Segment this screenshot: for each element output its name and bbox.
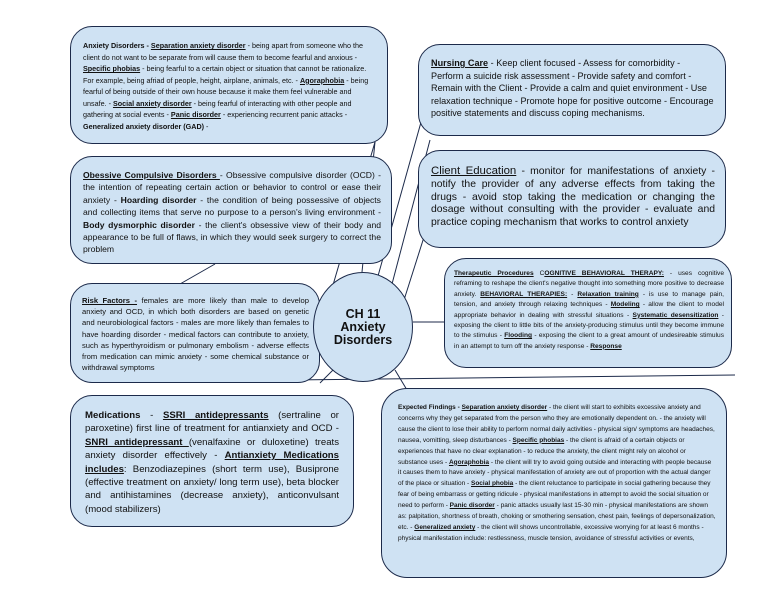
expected-findings-heading: Expected Findings -: [398, 404, 462, 411]
findings-agoraphobia-term: Agoraphobia: [448, 458, 490, 466]
central-topic-line-1: CH 11: [345, 306, 381, 321]
findings-panic-disorder-term: Panic disorder: [449, 502, 495, 510]
therapeutic-procedures-box: [444, 258, 732, 368]
relaxation-training-term: Relaxation training: [577, 290, 639, 298]
anxiety-text-1: - being apart from someone who the client do not want to be separate from will cause them to become fearful and anxious -: [83, 41, 364, 62]
findings-separation-term: Separation anxiety disorder: [461, 404, 548, 411]
connector-ocd: [180, 264, 215, 284]
findings-specific-phobias-term: Specific phobias: [512, 436, 565, 444]
antianxiety-meds-term: Antianxiety Medications includes: [85, 450, 339, 475]
ssri-term: SSRI antidepressants: [162, 410, 269, 421]
central-topic-node: [313, 272, 413, 382]
client-education-box: [418, 150, 726, 248]
therapeutic-text-3: -: [567, 290, 578, 298]
findings-text-5: - panic attacks usually last 15-30 min - physical manifestations are shown as: palpitation, shortness of breath, choking or smothering sensation, chest pain, feelings of depersonalization, etc. -: [398, 502, 716, 531]
ocd-box: [70, 156, 392, 264]
central-topic-line-3: Disorders: [333, 332, 393, 347]
therapeutic-text-1: C: [533, 270, 545, 277]
anxiety-text-4: - being fearful of interacting with other people and gathering at social events -: [83, 98, 352, 119]
therapeutic-text-2: - uses cognitive reframing to reshape the client's negative thought into something more positive to decrease anxiety.: [454, 270, 724, 298]
hoarding-term: Hoarding disorder: [120, 194, 197, 205]
risk-factors-heading: Risk Factors -: [82, 296, 138, 305]
therapeutic-heading: Therapeutic Procedures: [454, 270, 534, 277]
medications-box: [70, 395, 354, 527]
ocd-text-1: - Obsessive compulsive disorder (OCD) - the intention of repeating certain action or behavior to control or ease their anxiety -: [83, 170, 381, 205]
expected-findings-box: [381, 388, 727, 578]
ocd-heading: Obessive Compulsive Disorders: [83, 170, 220, 180]
agoraphobia-term: Agoraphobia: [299, 75, 345, 85]
cbt-term: OGNITIVE BEHAVIORAL THERAPY:: [544, 270, 664, 277]
therapeutic-text-6: - exposing the client to little bits of the anxiety-producing stimulus until they become immune to the stimulus -: [454, 311, 724, 340]
anxiety-text-5: - experiencing recurrent panic attacks -: [220, 110, 348, 119]
risk-factors-text: females are more likely than male to develop anxiety and OCD, in which both disorders are based on genetic and neurobiological factors - males are more likely than females to have hoarding disorder - medical factors can contribute to anxiety, such as hyperthyroidism or pulmonary embolism - adverse effects from medication can mimic anxiety - some chemical substance or withdrawal symptoms: [82, 296, 309, 373]
social-anxiety-term: Social anxiety disorder: [112, 98, 192, 108]
findings-generalized-anxiety-term: Generalized anxiety: [414, 523, 476, 531]
gad-term: Generalized anxiety disorder (GAD): [83, 121, 205, 131]
therapeutic-text-4: - is use to manage pain, tension, and anxiety through relaxing techniques -: [454, 290, 724, 309]
snri-term: SNRI antidepressant: [85, 436, 189, 448]
nursing-care-heading: Nursing Care: [431, 58, 489, 68]
ocd-text-2: - the condition of being possessive of objects and collecting items that serve no purpose to a person's living environment -: [83, 194, 381, 218]
findings-text-4: - the client reluctance to participate in social gathering because they fear of being embarrass or getting ridicule - physical manifestations in attempt to avoid the social situation or need to perform -: [398, 480, 711, 510]
response-term: Response: [590, 342, 622, 350]
nursing-care-text: - Keep client focused - Assess for comorbidity - Perform a suicide risk assessment - Provide safety and comfort - Remain with the Client - Provide a calm and quiet environment - Use relaxation technique - Promote hope for positive outcome - Encourage positive statements and discuss coping mechanisms.: [431, 58, 714, 119]
flooding-term: Flooding: [504, 332, 533, 340]
findings-text-1: - the client will start to exhibits excessive anxiety and concerns why they get separated from the person who they are emotionally dependent on. - the anxiety will cause the client to lose their ability to perform normal daily activities - physical sign/ symptoms are headaches, nausea, vomitting, sleep disturbances -: [398, 404, 715, 444]
findings-text-3: - the client will try to avoid going outside and interacting with people because it causes them to have anxiety - physical manifestation of anxiety are out of proportion with the actual danger of the place or situation -: [398, 458, 712, 488]
findings-social-phobia-term: Social phobia: [471, 480, 514, 488]
anxiety-disorders-box: [70, 26, 388, 144]
modeling-term: Modeling: [610, 301, 640, 309]
findings-text-6: - the client will shows uncontrollable, excessive worrying for at least 6 months - physical manifestation include: restlessness, muscle tension, avoidance of stressful activities or events,: [398, 523, 704, 542]
central-topic-line-2: Anxiety: [340, 319, 386, 334]
medications-heading: Medications: [85, 410, 141, 421]
specific-phobias-term: Specific phobias: [83, 64, 141, 73]
ocd-text-3: - the client's obsessive view of their body and appearance to be full of flaws, in which they would seek surgery to correct the problem: [83, 219, 382, 255]
meds-text-4: : Benzodiazepines (short term use), Busiprone (effective treatment on anxiety/ long term use), beta blocker and antihistamines (decrease anxiety), anticonvulsant (mood stabilizers): [85, 463, 339, 515]
therapeutic-text-7: - exposing the client to a great amount of undesireable stimulus in an attempt to turn off the anxiety response -: [454, 332, 724, 350]
risk-factors-box: [70, 283, 320, 383]
client-education-text: - monitor for manifestations of anxiety - notify the provider of any adverse effects from taking the drugs - avoid stop taking the medication or changing the dosage without consulting with the provider - evaluate and practice coping mechanism that works to control anxiety: [431, 166, 715, 229]
anxiety-text-2: - being fearful to a certain object or situation that cannot be rationalize. For example, being afriad of people, height, airplane, animals, etc. -: [83, 64, 367, 85]
anxiety-text-6: -: [204, 121, 209, 131]
therapeutic-text-5: - allow the client to model appropriate behavior in dealing with stressful situations -: [454, 301, 724, 319]
behavioral-therapies-term: BEHAVIORAL THERAPIES:: [480, 290, 568, 298]
anxiety-text-3: - being fearful of being outside of their own house because it make them feel vulnerable and unsafe. -: [83, 75, 369, 108]
systematic-desensitization-term: Systematic desensitization: [632, 311, 719, 319]
connector-medications: [320, 370, 333, 383]
findings-text-2: - the client is afraid of a certain objects or experiences that have no clear explanation - to reduce the anxiety, the client might rely on alcohol or substance uses -: [398, 436, 686, 466]
panic-disorder-term: Panic disorder: [170, 110, 221, 119]
meds-text-2: (sertraline or paroxetine) first line of treatment for antianxiety and OCD -: [85, 410, 340, 435]
anxiety-heading: Anxiety Disorders -: [83, 41, 151, 50]
meds-text-1: -: [140, 410, 163, 421]
separation-anxiety-term: Separation anxiety disorder: [150, 41, 246, 50]
meds-text-3: (venalfaxine or duloxetine) treats anxiety disorder effectively -: [85, 436, 339, 462]
nursing-care-box: [418, 44, 726, 136]
client-education-heading: Client Education: [431, 165, 517, 177]
body-dysmorphic-term: Body dysmorphic disorder: [83, 219, 195, 230]
